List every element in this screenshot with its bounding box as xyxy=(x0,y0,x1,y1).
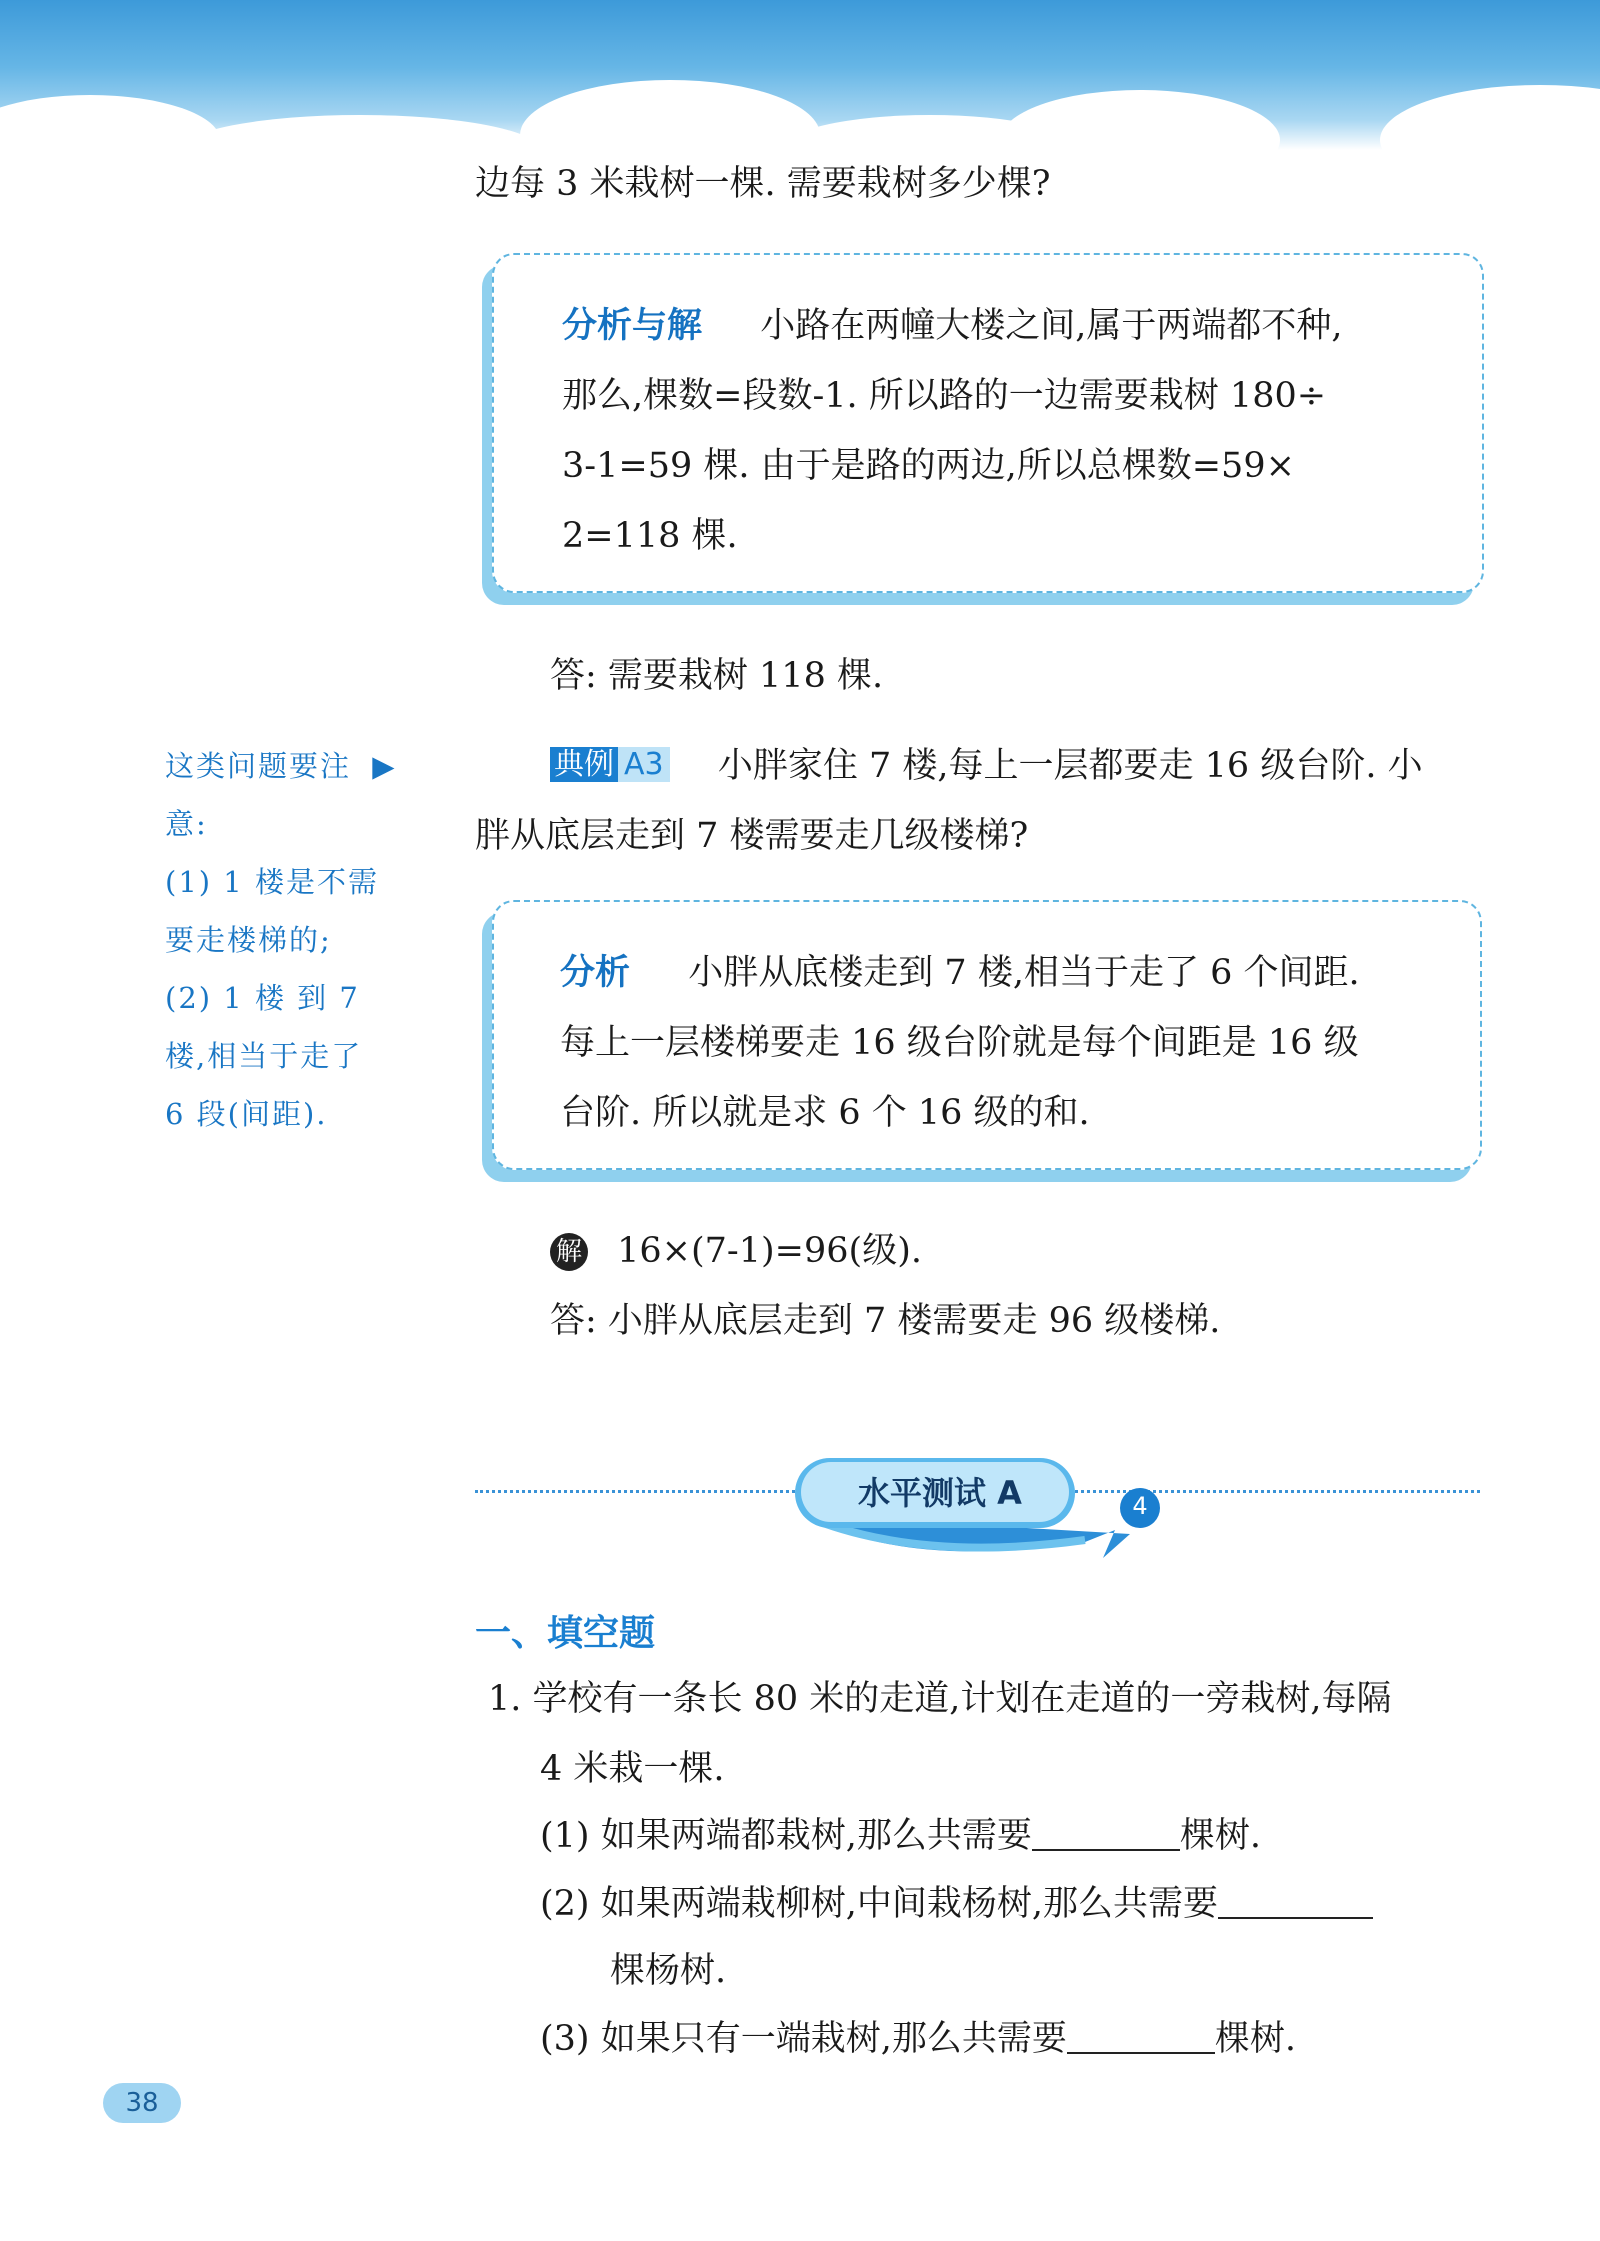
solution-text: 16×(7-1)=96(级). xyxy=(617,1231,922,1271)
box1-line-4: 2=118 棵. xyxy=(562,516,738,556)
header-sky-banner xyxy=(0,0,1600,150)
answer-blank[interactable] xyxy=(1067,2022,1215,2054)
box1-line-3: 3-1=59 棵. 由于是路的两边,所以总棵数=59× xyxy=(562,446,1295,486)
cloud xyxy=(1380,85,1600,195)
side-note-line-4: 要走楼梯的; xyxy=(165,923,332,957)
side-note-line-1 xyxy=(165,744,397,785)
level-test-banner xyxy=(785,1450,1170,1560)
sub-question-2-text: (2) 如果两端栽柳树,中间栽杨树,那么共需要 xyxy=(540,1884,1218,1924)
side-note-line-6: 楼,相当于走了 xyxy=(165,1039,363,1073)
sub-question-3-text: (3) 如果只有一端栽树,那么共需要 xyxy=(540,2019,1067,2059)
box2-text: 小胖从底楼走到 7 楼,相当于走了 6 个间距. xyxy=(688,953,1360,993)
sub-question-3 xyxy=(540,2018,1296,2060)
box2-line-1 xyxy=(560,952,1360,994)
solution-line xyxy=(550,1230,922,1272)
sub-question-1-text: (1) 如果两端都栽树,那么共需要 xyxy=(540,1816,1032,1856)
answer-blank[interactable] xyxy=(1032,1819,1180,1851)
question-1-line-1: 1. 学校有一条长 80 米的走道,计划在走道的一旁栽树,每隔 xyxy=(488,1679,1392,1719)
banner-title: 水平测试 A xyxy=(858,1474,1022,1512)
intro-line: 边每 3 米栽树一棵. 需要栽树多少棵? xyxy=(475,164,1051,204)
box1-line-1 xyxy=(562,305,1343,347)
sub-question-3-suffix: 棵树. xyxy=(1214,2019,1296,2059)
answer-1: 答: 需要栽树 118 棵. xyxy=(550,656,884,696)
side-note-line-2: 意: xyxy=(165,807,208,841)
analysis-box-1 xyxy=(492,253,1484,593)
example-tag xyxy=(550,745,670,785)
example-text-1: 小胖家住 7 楼,每上一层都要走 16 级台阶. 小 xyxy=(717,746,1423,786)
sub-question-2-cont: 棵杨树. xyxy=(610,1951,727,1991)
example-line-2: 胖从底层走到 7 楼需要走几级楼梯? xyxy=(475,816,1029,856)
side-note-line-7: 6 段(间距). xyxy=(165,1097,328,1131)
sub-question-1 xyxy=(540,1815,1261,1857)
solution-icon: 解 xyxy=(550,1233,588,1271)
side-note-line-3: (1) 1 楼是不需 xyxy=(165,865,379,899)
question-1-line-2: 4 米栽一棵. xyxy=(540,1749,725,1789)
box2-line-3: 台阶. 所以就是求 6 个 16 级的和. xyxy=(560,1093,1090,1133)
box2-label: 分析 xyxy=(560,953,631,993)
banner-number: 4 xyxy=(1132,1492,1148,1520)
solution-answer: 答: 小胖从底层走到 7 楼需要走 96 级楼梯. xyxy=(550,1301,1221,1341)
triangle-arrow-icon: ▶ xyxy=(372,749,397,783)
box1-text: 小路在两幢大楼之间,属于两端都不种, xyxy=(760,306,1343,346)
page-number: 38 xyxy=(103,2083,181,2123)
analysis-box-2 xyxy=(492,900,1482,1170)
section-title: 一、填空题 xyxy=(475,1613,656,1654)
side-note-line-5: (2) 1 楼 到 7 xyxy=(165,981,360,1015)
box1-label: 分析与解 xyxy=(562,306,703,346)
side-note-text: 这类问题要注 xyxy=(165,749,352,783)
sub-question-2 xyxy=(540,1883,1373,1925)
box2-line-2: 每上一层楼梯要走 16 级台阶就是每个间距是 16 级 xyxy=(560,1023,1359,1063)
example-tag-light: A3 xyxy=(618,747,670,782)
box1-line-2: 那么,棵数=段数-1. 所以路的一边需要栽树 180÷ xyxy=(562,376,1327,416)
dotted-divider-left xyxy=(475,1490,795,1493)
answer-blank[interactable] xyxy=(1218,1887,1373,1919)
sub-question-1-suffix: 棵树. xyxy=(1179,1816,1261,1856)
example-tag-dark: 典例 xyxy=(550,747,618,782)
example-line-1 xyxy=(550,745,1423,787)
